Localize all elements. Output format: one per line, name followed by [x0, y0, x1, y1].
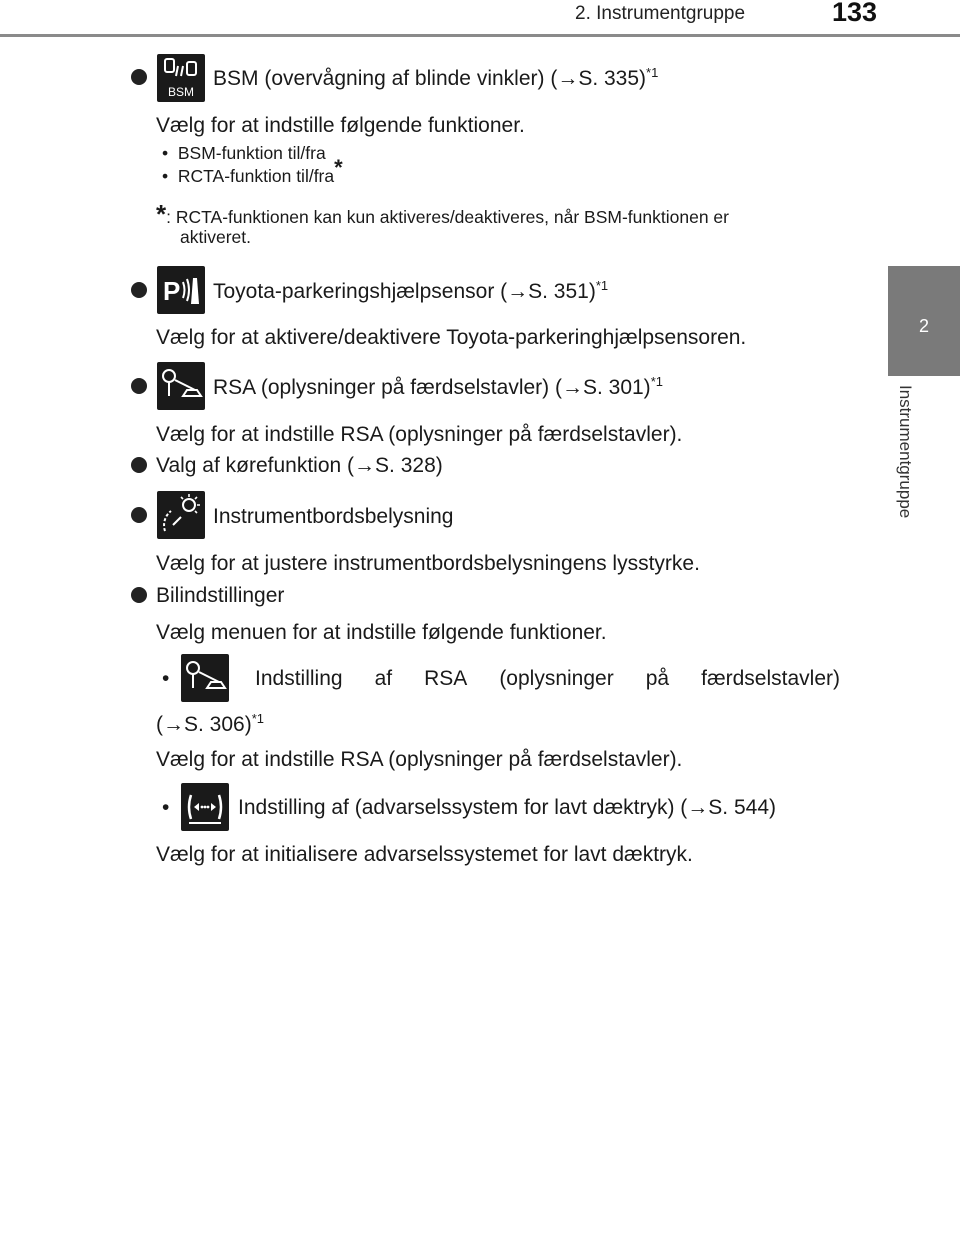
bsm-desc: Vælg for at indstille følgende funktioner.: [156, 114, 525, 137]
chapter-number: 2: [918, 316, 929, 336]
parking-sensor-icon: [157, 266, 205, 314]
lighting-desc: Vælg for at justere instrumentbordsbelysningens lysstyrke.: [156, 552, 700, 575]
section-bullet: [131, 282, 147, 298]
panel-light-icon: [157, 491, 205, 539]
tire-pressure-icon: [181, 783, 229, 831]
bsm-icon: [157, 54, 205, 102]
note-star: *: [156, 199, 167, 229]
drive-mode-title: Valg af kørefunktion (→S. 328): [156, 454, 443, 477]
rsa-title: RSA (oplysninger på færdselstavler) (→S. 301)$^{*1}$: [213, 374, 663, 399]
section-bullet: [131, 587, 147, 603]
footnote-marker: *1: [251, 711, 264, 726]
footnote-star: *: [334, 155, 343, 181]
chapter-label-text: Instrumentgruppe: [896, 385, 915, 519]
bsm-icon-text: BSM: [167, 85, 195, 99]
parking-title: Toyota-parkeringshjælpsensor (→S. 351)$^{*1}$: [213, 278, 609, 303]
bsm-item-1: • BSM-funktion til/fra: [162, 143, 326, 163]
footnote-marker: *1: [595, 278, 609, 293]
chapter-label: [897, 385, 921, 545]
section-bullet: [131, 457, 147, 473]
sub-bullet: •: [162, 796, 170, 819]
footnote-marker: *1: [646, 65, 659, 80]
tire-setting-desc: Vælg for at initialisere advarselssystemet for lavt dæktryk.: [156, 843, 693, 866]
header-title: 2. Instrumentgruppe: [575, 3, 746, 24]
car-settings-desc: Vælg menuen for at indstille følgende funktioner.: [156, 621, 607, 644]
rsa-setting-desc: Vælg for at indstille RSA (oplysninger på færdselstavler).: [156, 748, 683, 771]
rsa-icon: [157, 362, 205, 410]
rsa-setting-icon: [181, 654, 229, 702]
section-bullet: [131, 507, 147, 523]
bsm-note-line2: aktiveret.: [180, 227, 251, 247]
rsa-desc: Vælg for at indstille RSA (oplysninger på færdselstavler).: [156, 423, 683, 446]
svg-text:P: P: [163, 276, 181, 306]
tire-setting-title: Indstilling af (advarselssystem for lavt dæktryk) (→S. 544): [238, 796, 777, 819]
sub-bullet: •: [162, 667, 170, 690]
bsm-title: BSM (overvågning af blinde vinkler) (→S. 335)$^{*1}$: [213, 65, 659, 90]
bsm-item-2: • RCTA-funktion til/fra*: [162, 155, 343, 186]
bsm-note: *: RCTA-funktionen kan kun aktiveres/deaktiveres, når BSM-funktionen er: [156, 199, 729, 229]
section-bullet: [131, 378, 147, 394]
page-number: 133: [832, 0, 878, 27]
chapter-tab: [888, 266, 960, 376]
car-settings-title: Bilindstillinger: [156, 584, 285, 607]
lighting-title: Instrumentbordsbelysning: [213, 505, 454, 528]
parking-desc: Vælg for at aktivere/deaktivere Toyota-parkeringhjælpsensoren.: [156, 326, 747, 349]
header-rule: [0, 34, 960, 37]
rsa-setting-ref: (→S. 306)$^{*1}$: [156, 711, 264, 736]
section-bullet: [131, 69, 147, 85]
footnote-marker: *1: [650, 374, 663, 389]
rsa-setting-title: Indstilling af RSA (oplysninger på færdselstavler): [255, 667, 840, 690]
